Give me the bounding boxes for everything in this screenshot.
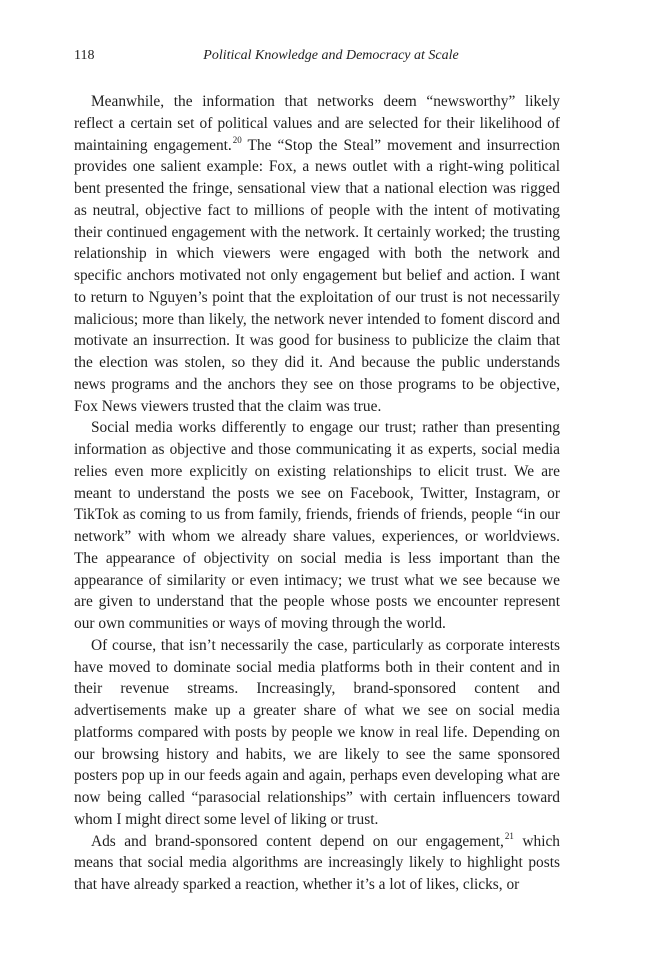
paragraph-text: which means that social media algorithms are increasingly likely to highlight posts that have already sparked a reaction, whether it’s a lot of likes, clicks, or xyxy=(74,832,560,893)
footnote-marker: 21 xyxy=(504,831,514,842)
paragraph-text: The “Stop the Steal” movement and insurrection provides one salient example: Fox, a news outlet with a right-wing political bent presented the fringe, sensational view that a national election was rigged as neutral, objective fact to millions of people with the intent of motivating their continued engagement with the network. It certainly worked; the trusting relationship in which viewers were engaged with both the network and specific anchors motivated not only engagement but belief and action. I want to return to Nguyen’s point that the exploitation of our trust is not necessarily malicious; more than likely, the network never intended to foment discord and motivate an insurrection. It was good for business to publicize the claim that the election was stolen, so they did it. And because the public understands news programs and the anchors they see on those programs to be objective, Fox News viewers trusted that the claim was true. xyxy=(74,136,560,415)
footnote-marker: 20 xyxy=(232,135,242,146)
book-page xyxy=(74,0,560,975)
running-head xyxy=(74,46,560,66)
paragraph-text: Ads and brand-sponsored content depend on our engagement, xyxy=(91,832,504,850)
paragraph-1 xyxy=(74,91,560,417)
paragraph-3 xyxy=(74,635,560,831)
paragraph-text: Of course, that isn’t necessarily the case, particularly as corporate interests have moved to dominate social media platforms both in their content and in their revenue streams. Increasingly, brand-sponsored content and advertisements make up a greater share of what we see on social media platforms compared with posts by people we know in real life. Depending on our browsing history and habits, we are likely to see the same sponsored posters pop up in our feeds again and again, perhaps even developing what are now being called “parasocial relationships” with certain influencers toward whom I might direct some level of liking or trust. xyxy=(74,636,560,828)
paragraph-4 xyxy=(74,831,560,896)
paragraph-text: Meanwhile, the information that networks deem “newsworthy” likely reflect a certain set of political values and are selected for their likelihood of maintaining engagement. xyxy=(74,93,560,154)
body-text xyxy=(74,91,560,896)
paragraph-text: Social media works differently to engage our trust; rather than presenting information as objective and those communicating it as experts, social media relies even more explicitly on existing relationships to elicit trust. We are meant to understand the posts we see on Facebook, Twitter, Instagram, or TikTok as coming to us from family, friends, friends of friends, people “in our network” with whom we already share values, experiences, or worldviews. The appearance of objectivity on social media is less important than the appearance of similarity or even intimacy; we trust what we see because we are given to understand that the people whose posts we encounter represent our own communities or ways of moving through the world. xyxy=(74,419,560,632)
page-number: 118 xyxy=(74,48,95,63)
paragraph-2 xyxy=(74,417,560,635)
running-title: Political Knowledge and Democracy at Scale xyxy=(203,48,459,63)
